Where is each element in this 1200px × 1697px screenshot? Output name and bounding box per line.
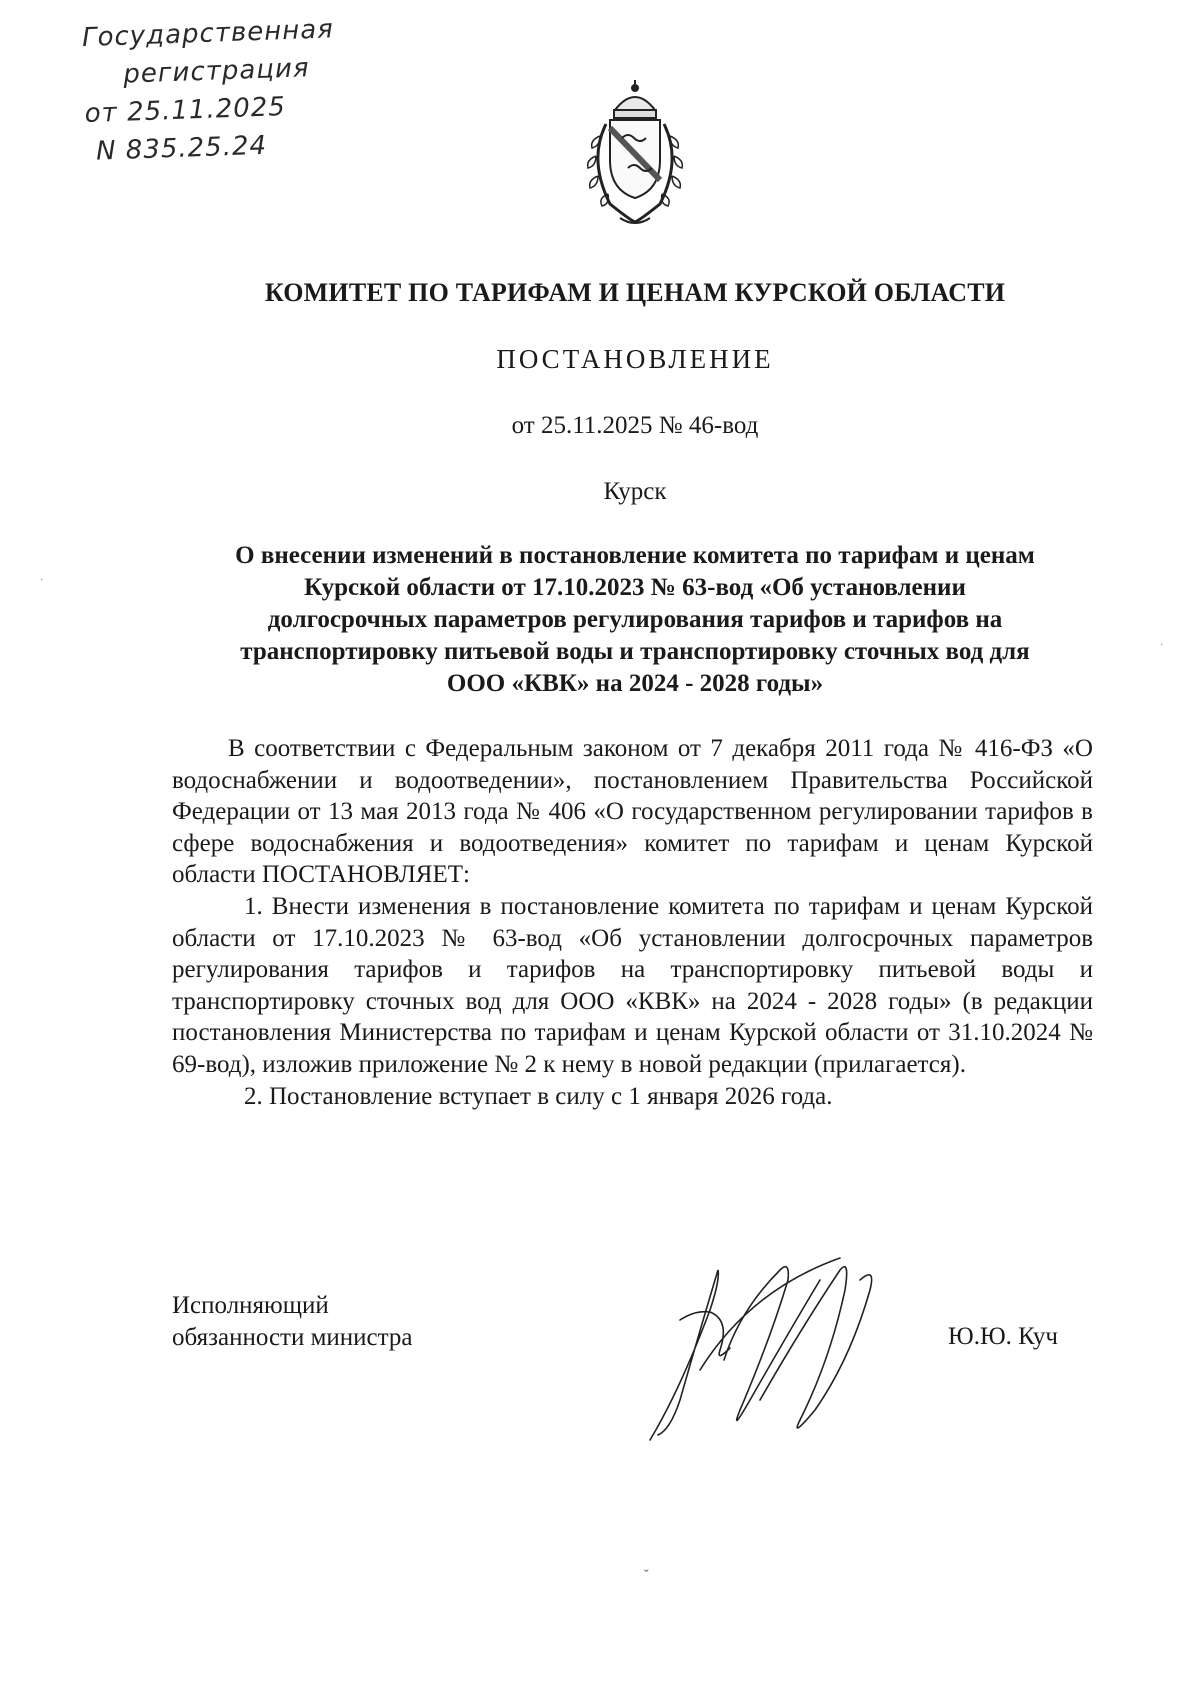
signer-name: Ю.Ю. Куч	[948, 1323, 1059, 1350]
document-city: Курск	[603, 478, 667, 505]
scan-speck: ·	[40, 575, 44, 586]
preamble-paragraph: В соответствии с Федеральным законом от 7 декабря 2011 года № 416-ФЗ «О водоснабжении и водоотведении», постановлением Правительства Российской Федерации от 13 мая 2013 года № 406 «О государственном регулировании тарифов в сфере водоснабжения и водоотведения» комитет по тарифам и ценам Курской области ПОСТАНОВЛЯЕТ:	[172, 735, 1093, 889]
role-line: обязанности министра	[172, 1324, 413, 1351]
coat-of-arms-icon	[570, 80, 700, 230]
subject-line: Курской области от 17.10.2023 № 63-вод «Об установлении	[304, 574, 966, 601]
subject-line: долгосрочных параметров регулирования тарифов и тарифов на	[267, 606, 1003, 633]
document-subject	[176, 540, 1094, 700]
signature-icon	[640, 1250, 910, 1450]
subject-line: транспортировку питьевой воды и транспортировку сточных вод для	[240, 638, 1030, 665]
item-2-paragraph: 2. Постановление вступает в силу с 1 января 2026 года.	[244, 1082, 833, 1110]
document-body	[172, 733, 1093, 1112]
role-line: Исполняющий	[172, 1292, 329, 1319]
note-line: N 835.25.24	[95, 130, 268, 167]
subject-line: О внесении изменений в постановление комитета по тарифам и ценам	[235, 542, 1035, 569]
stray-mark: ˇ	[644, 1568, 649, 1583]
scan-speck: ·	[1160, 640, 1164, 651]
note-line: от 25.11.2025	[84, 92, 287, 130]
subject-line: ООО «КВК» на 2024 - 2028 годы»	[446, 670, 824, 697]
document-type: ПОСТАНОВЛЕНИЕ	[496, 344, 774, 374]
document-number: от 25.11.2025 № 46-вод	[511, 412, 759, 439]
signer-role	[172, 1290, 412, 1354]
note-line: регистрация	[122, 53, 310, 90]
item-1-paragraph: 1. Внести изменения в постановление комитета по тарифам и ценам Курской области от 17.10.2023 № 63-вод «Об установлении долгосрочных параметров регулирования тарифов и тарифов на транспортировку питьевой воды и транспортировку сточных вод для ООО «КВК» на 2024 - 2028 годы» (в редакции постановления Министерства по тарифам и ценам Курской области от 31.10.2024 № 69-вод), изложив приложение № 2 к нему в новой редакции (прилагается).	[172, 892, 1093, 1078]
note-line: Государственная	[81, 14, 335, 54]
organization-title: КОМИТЕТ ПО ТАРИФАМ И ЦЕНАМ КУРСКОЙ ОБЛАСТИ	[264, 278, 1006, 307]
registration-handwritten-note	[81, 9, 376, 171]
